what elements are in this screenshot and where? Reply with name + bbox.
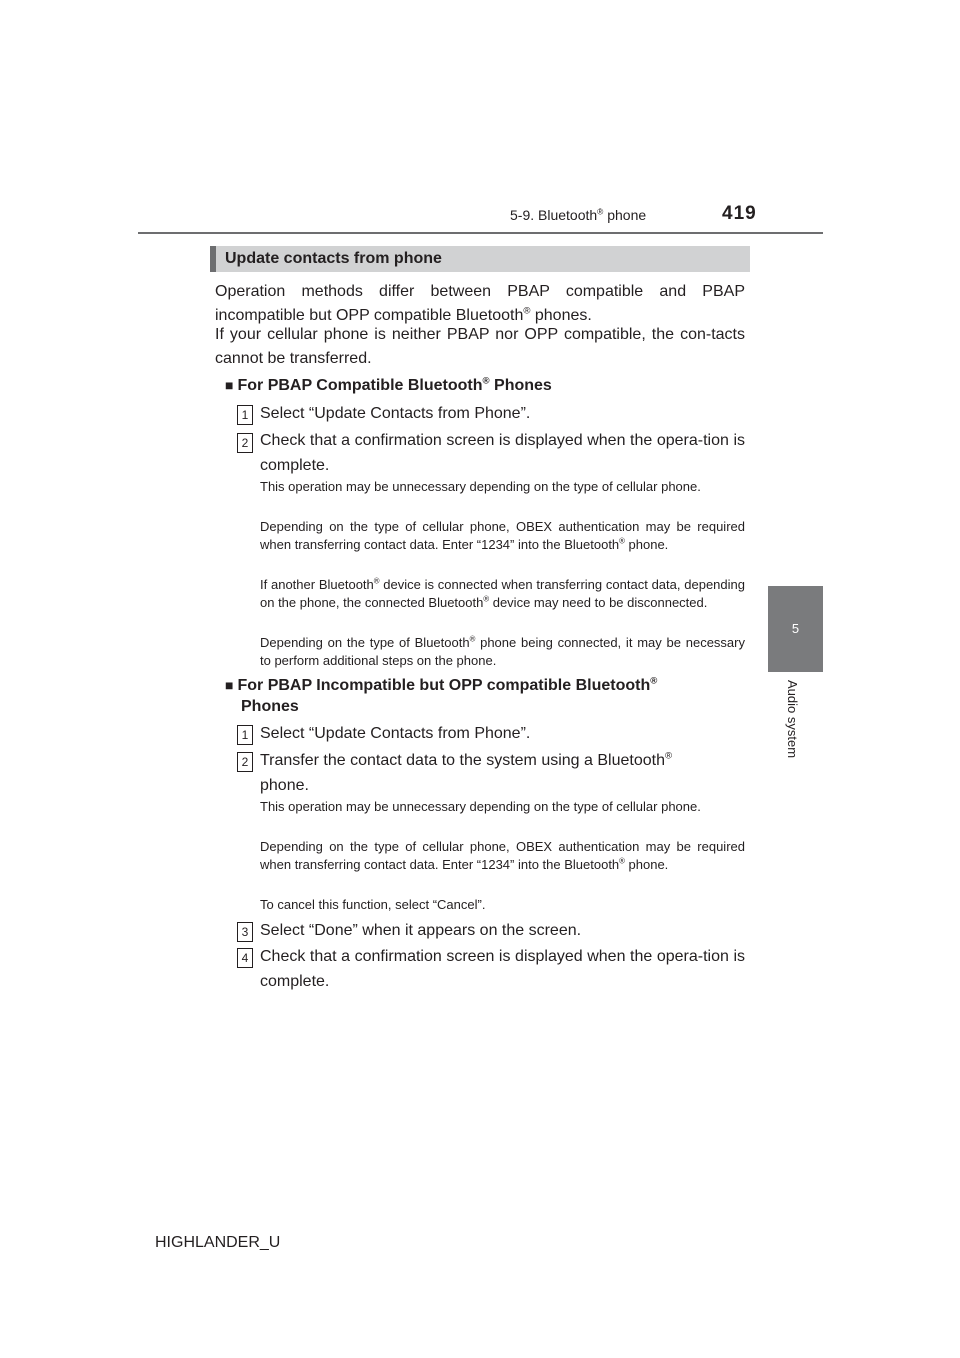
- intro-paragraph-1: Operation methods differ between PBAP compatible and PBAP incompatible but OPP compatible Bluetooth® phones.: [215, 283, 745, 324]
- opp-note-1: This operation may be unnecessary depending on the type of cellular phone.: [260, 799, 701, 814]
- pbap-note-4: Depending on the type of Bluetooth® phone being connected, it may be necessary to perform additional steps on the phone.: [260, 634, 745, 668]
- opp-step-4: Check that a confirmation screen is displayed when the opera-tion is complete.: [260, 948, 745, 990]
- opp-step-2: Transfer the contact data to the system using a Bluetooth® phone.: [260, 750, 673, 794]
- pbap-note-2: Depending on the type of cellular phone, OBEX authentication may be required when transferring contact data. Enter “1234” into the Bluetooth® phone.: [260, 519, 745, 552]
- step-number-box: 1: [237, 725, 253, 745]
- opp-step-3: Select “Done” when it appears on the screen.: [260, 922, 582, 939]
- pbap-note-3: If another Bluetooth® device is connected when transferring contact data, depending on the phone, the connected Bluetooth® device may need to be disconnected.: [260, 576, 745, 610]
- pbap-heading: ■ For PBAP Compatible Bluetooth® Phones: [225, 375, 552, 394]
- opp-note-3: To cancel this function, select “Cancel”.: [260, 897, 486, 912]
- step-number-box: 2: [237, 752, 253, 772]
- chapter-label: Audio system: [785, 680, 800, 759]
- pbap-step-1: Select “Update Contacts from Phone”.: [260, 405, 531, 422]
- page-number: 419: [722, 203, 757, 224]
- pbap-step-2: Check that a confirmation screen is displayed when the opera-tion is complete.: [260, 432, 745, 474]
- step-number-box: 4: [237, 948, 253, 968]
- section-title: Update contacts from phone: [225, 250, 442, 267]
- chapter-tab: 5: [768, 586, 823, 672]
- step-number-box: 2: [237, 433, 253, 453]
- step-number-box: 3: [237, 922, 253, 942]
- header-divider: [138, 232, 823, 234]
- opp-note-2: Depending on the type of cellular phone, OBEX authentication may be required when transferring contact data. Enter “1234” into the Bluetooth® phone.: [260, 839, 745, 872]
- pbap-note-1: This operation may be unnecessary depending on the type of cellular phone.: [260, 479, 701, 494]
- opp-step-1: Select “Update Contacts from Phone”.: [260, 725, 531, 742]
- section-title-bar: [210, 246, 750, 272]
- footer-model-code: HIGHLANDER_U: [155, 1234, 281, 1251]
- opp-heading: ■ For PBAP Incompatible but OPP compatible Bluetooth® Phones: [225, 675, 658, 715]
- intro-paragraph-2: If your cellular phone is neither PBAP nor OPP compatible, the con-tacts cannot be transferred.: [215, 326, 745, 367]
- header-section-title: 5-9. Bluetooth® phone: [510, 206, 647, 223]
- step-number-box: 1: [237, 405, 253, 425]
